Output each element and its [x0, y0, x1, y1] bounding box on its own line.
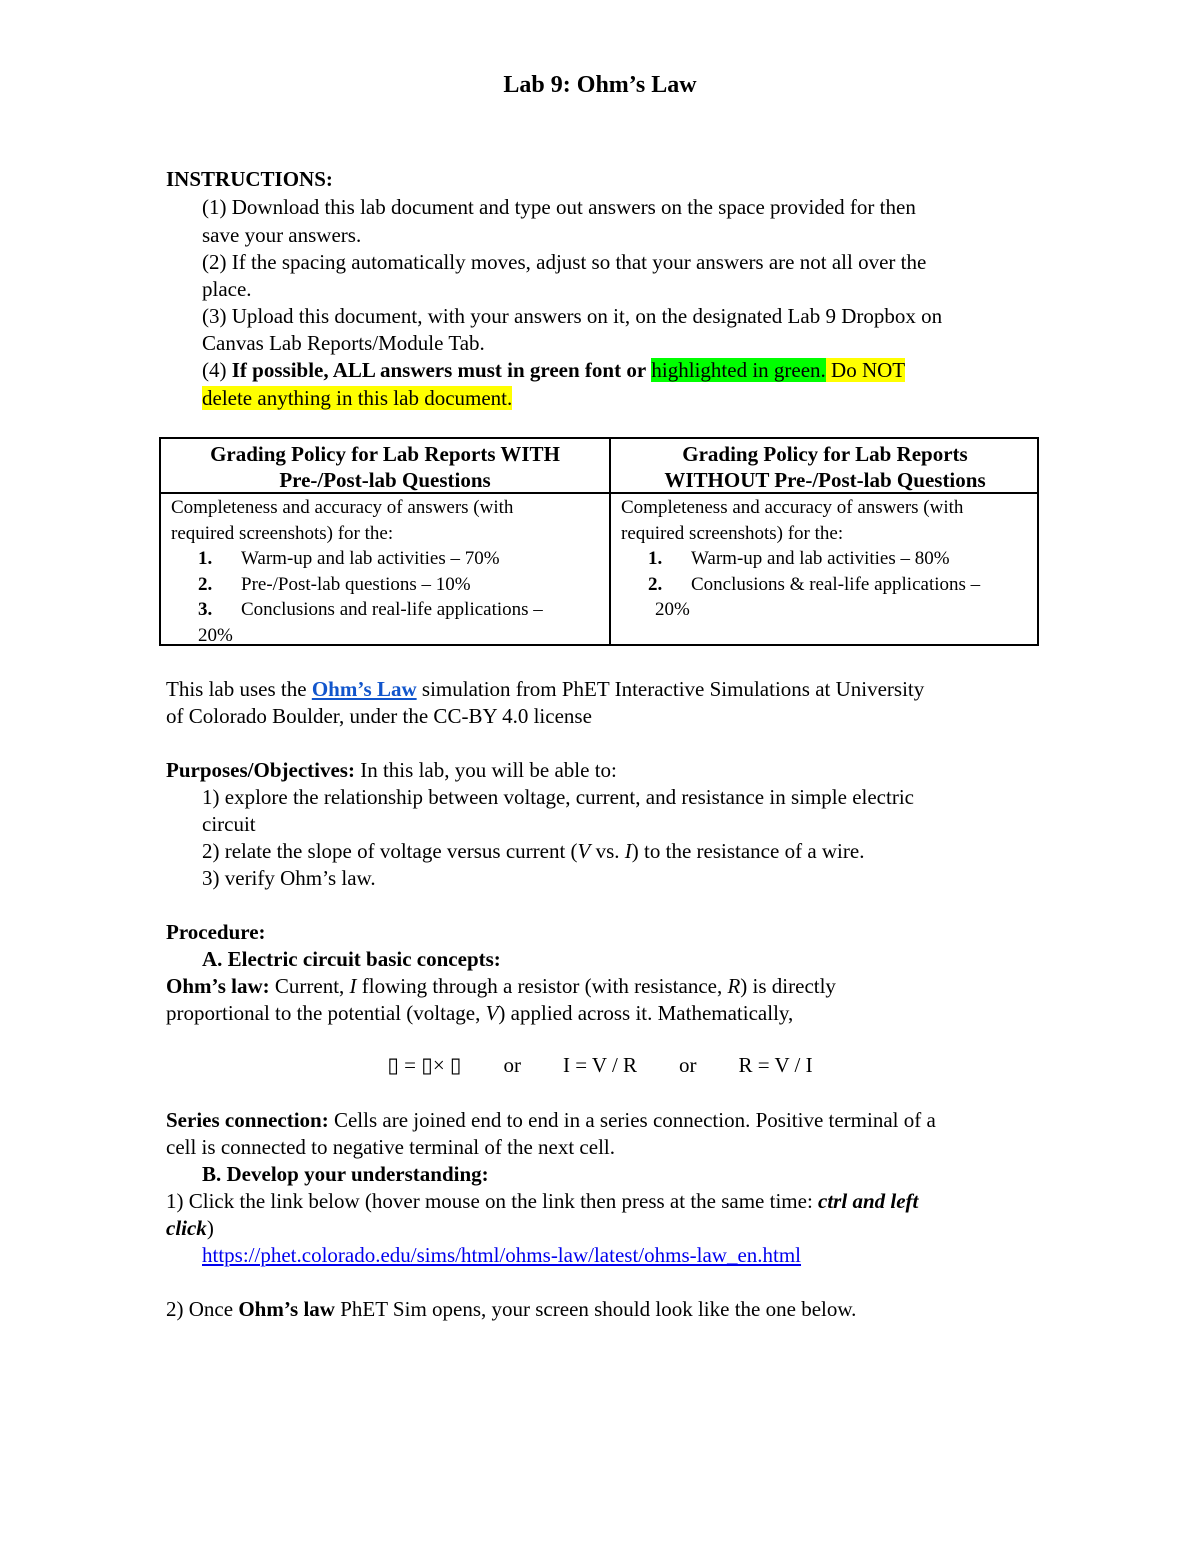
- green-highlight: highlighted in green.: [651, 358, 826, 382]
- ohms-law-sim-link[interactable]: Ohm’s Law: [311, 677, 417, 701]
- table-cell-with-prepost: Completeness and accuracy of answers (with required screenshots) for the: 1. Warm-up and lab activities – 70% 2. Pre-/Post-lab questions – 10% 3. Conclusions and real-life applications – 20%: [171, 495, 601, 648]
- instructions-heading: INSTRUCTIONS:: [166, 167, 333, 191]
- yellow-highlight: Do NOT: [826, 358, 905, 382]
- objective-2: 2) relate the slope of voltage versus current (V vs. I) to the resistance of a wire.: [202, 839, 865, 863]
- list-item: 3. Conclusions and real-life applications –: [198, 599, 543, 620]
- instruction-3-line2: Canvas Lab Reports/Module Tab.: [202, 331, 485, 355]
- objective-3: 3) verify Ohm’s law.: [202, 866, 376, 890]
- attribution-line1: This lab uses the Ohm’s Law simulation from PhET Interactive Simulations at University: [166, 677, 925, 701]
- instruction-2-line1: (2) If the spacing automatically moves, adjust so that your answers are not all over the: [202, 250, 927, 274]
- yellow-highlight-2: delete anything in this lab document.: [202, 386, 513, 410]
- section-b-heading: B. Develop your understanding:: [202, 1162, 489, 1186]
- attribution-line2: of Colorado Boulder, under the CC-BY 4.0 license: [166, 704, 592, 728]
- series-connection-line2: cell is connected to negative terminal of the next cell.: [166, 1135, 615, 1159]
- list-item: 1. Warm-up and lab activities – 70%: [198, 548, 500, 569]
- list-item: 2. Conclusions & real-life applications –: [648, 573, 981, 595]
- grading-policy-table: [159, 437, 1039, 646]
- step-1-line2: click): [166, 1216, 214, 1240]
- series-connection-line1: Series connection: Cells are joined end to end in a series connection. Positive terminal of a: [166, 1108, 936, 1132]
- table-header-with-prepost: Grading Policy for Lab Reports WITH Pre-/Post-lab Questions: [210, 442, 560, 492]
- instruction-3-line1: (3) Upload this document, with your answers on it, on the designated Lab 9 Dropbox on: [202, 304, 943, 328]
- phet-url-line: [202, 1242, 801, 1269]
- objective-1-line2: circuit: [202, 812, 256, 836]
- instruction-4-line2: [202, 385, 512, 412]
- table-cell-without-prepost: Completeness and accuracy of answers (with required screenshots) for the: 1. Warm-up and lab activities – 80% 2. Conclusions & real-life applications – 20%: [621, 495, 1031, 623]
- section-a-heading: A. Electric circuit basic concepts:: [202, 947, 501, 971]
- objectives-intro: Purposes/Objectives: In this lab, you will be able to:: [166, 758, 617, 782]
- instruction-4-line1: (4) If possible, ALL answers must in green font or highlighted in green. Do NOT: [202, 358, 906, 382]
- instruction-1-line1: (1) Download this lab document and type out answers on the space provided for then: [202, 195, 916, 219]
- step-2: 2) Once Ohm’s law PhET Sim opens, your screen should look like the one below.: [166, 1297, 857, 1321]
- ohms-law-formula: ▯ = ▯× ▯ or I = V / R or R = V / I: [387, 1053, 813, 1077]
- list-item: 2. Pre-/Post-lab questions – 10%: [198, 573, 471, 595]
- instruction-2-line2: place.: [202, 277, 252, 301]
- procedure-heading: Procedure:: [166, 920, 266, 944]
- instruction-1-line2: save your answers.: [202, 223, 362, 247]
- ohms-law-line2: proportional to the potential (voltage, V) applied across it. Mathematically,: [166, 1001, 794, 1025]
- step-1-line1: 1) Click the link below (hover mouse on the link then press at the same time: ctrl and left: [166, 1189, 919, 1213]
- list-item: 1. Warm-up and lab activities – 80%: [648, 548, 950, 569]
- objective-1-line1: 1) explore the relationship between voltage, current, and resistance in simple electric: [202, 785, 914, 809]
- phet-sim-url-link[interactable]: https://phet.colorado.edu/sims/html/ohms-law/latest/ohms-law_en.html: [202, 1243, 802, 1267]
- page-title: Lab 9: Ohm’s Law: [503, 72, 697, 98]
- ohms-law-line1: Ohm’s law: Current, I flowing through a resistor (with resistance, R) is directly: [166, 974, 836, 998]
- table-header-without-prepost: Grading Policy for Lab Reports WITHOUT Pre-/Post-lab Questions: [664, 442, 986, 492]
